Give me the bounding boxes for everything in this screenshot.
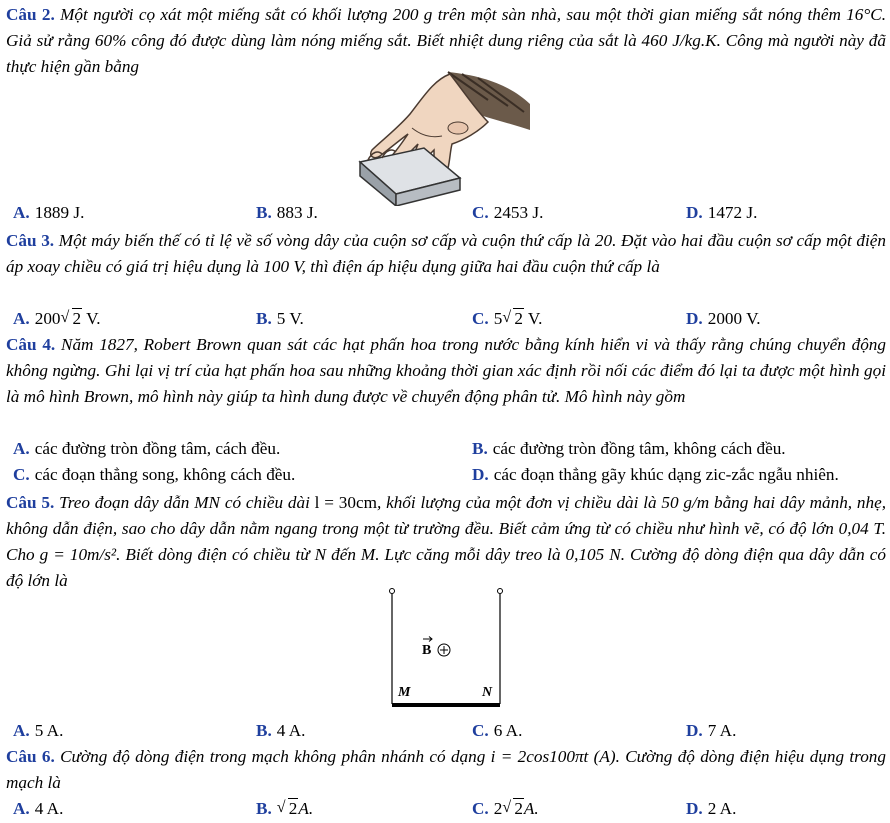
option-b[interactable]: B. 5 V. (256, 309, 304, 328)
question-5 (6, 490, 886, 594)
question-3-text: Một máy biến thế có tỉ lệ về số vòng dây của cuộn sơ cấp và cuộn thứ cấp là 20. Đặt vào hai đầu cuộn sơ cấp một điện áp xoay chiều có giá trị hiệu dụng là 100 V, thì điện áp hiệu dụng giữa hai đầu cuộn thứ cấp là (6, 231, 887, 276)
option-c[interactable]: C. 6 A. (472, 721, 523, 740)
option-d[interactable]: D. 2 A. (686, 799, 737, 818)
question-6-label: Câu 6. (6, 747, 55, 766)
question-4-text: Năm 1827, Robert Brown quan sát các hạt phấn hoa trong nước bằng kính hiển vi và thấy rằng chúng chuyển động không ngừng. Ghi lại vị trí của hạt phấn hoa sau những khoảng thời gian xác định rồi nối các điểm đó lại ta được một hình gọi là mô hình Brown, mô hình này giúp ta hình dung được về chuyển động phân tử. Mô hình này gồm (6, 335, 886, 406)
question-6 (6, 744, 886, 796)
question-4-stem (6, 332, 886, 410)
option-b[interactable]: B. 4 A. (256, 721, 306, 740)
option-d[interactable]: D. 7 A. (686, 721, 737, 740)
hand-rubbing-iron-figure (338, 66, 530, 206)
option-b[interactable]: B.√ 2A. (256, 796, 313, 822)
question-5-stem: Câu 5. Treo đoạn dây dẫn MN có chiều dài l = 30cm, khối lượng của một đơn vị chiều dài là 50 g/m bằng hai dây mảnh, nhẹ, không dẫn điện, sao cho dây dẫn nằm ngang trong một từ trường đều. Biết cảm ứng từ có chiều như hình vẽ, có độ lớn 0,04 T. Cho g = 10m/s². Biết dòng điện có chiều từ N đến M. Lực căng mỗi dây treo là 0,105 N. Cường độ dòng điện qua dây dẫn có độ lớn là (6, 493, 887, 590)
question-4-label: Câu 4. (6, 335, 56, 354)
n-label: N (482, 685, 493, 700)
option-a[interactable]: A. 5 A. (13, 721, 64, 740)
question-4-options-row-1 (0, 436, 890, 462)
question-4 (6, 332, 886, 410)
m-label: M (398, 685, 411, 700)
question-3-stem (6, 228, 886, 280)
wire-mn-magnetic-field-figure (378, 584, 518, 714)
sqrt: √ 2 (502, 306, 524, 332)
question-3-label: Câu 3. (6, 231, 55, 250)
left-pivot (390, 589, 395, 594)
option-d[interactable]: D. 2000 V. (686, 309, 761, 328)
sqrt: √ 2 (502, 796, 524, 822)
length-expression: l = 30cm (314, 493, 377, 512)
question-2-text: Một người cọ xát một miếng sắt có khối lượng 200 g trên một sàn nhà, sau một thời gian miếng sắt nóng thêm 16°C. Giả sử rằng 60% công đó được dùng làm nóng miếng sắt. Biết nhiệt dung riêng của sắt là 460 J/kg.K. Công mà người này đã thực hiện gần bằng (6, 5, 886, 76)
question-6-options (0, 796, 890, 822)
question-3-options (0, 306, 890, 332)
gravity-expression: g = 10m/s² (39, 545, 117, 564)
option-a[interactable]: A. 4 A. (13, 799, 64, 818)
sqrt: √ 2 (61, 306, 83, 332)
question-6-stem: Câu 6. Cường độ dòng điện trong mạch không phân nhánh có dạng i = 2cos100πt (A). Cường độ dòng điện hiệu dụng trong mạch là (6, 747, 886, 792)
option-b[interactable]: B. 883 J. (256, 203, 318, 222)
b-label: B (422, 643, 432, 658)
question-5-options (0, 718, 890, 744)
option-c[interactable]: C. 5√ 2 V. (472, 306, 542, 332)
option-a[interactable]: A. 200√ 2 V. (13, 306, 101, 332)
thumb (448, 122, 468, 134)
right-pivot (498, 589, 503, 594)
option-d[interactable]: D. các đoạn thẳng gãy khúc dạng zic-zắc ngẫu nhiên. (472, 465, 839, 484)
question-4-options-row-2 (0, 462, 890, 488)
option-c[interactable]: C. các đoạn thẳng song, không cách đều. (13, 465, 296, 484)
option-a[interactable]: A. 1889 J. (13, 203, 85, 222)
question-2-options (0, 200, 890, 226)
question-5-label: Câu 5. (6, 493, 55, 512)
current-expression: i = 2cos100πt (A) (490, 747, 616, 766)
question-3 (6, 228, 886, 280)
option-c[interactable]: C. 2√ 2A. (472, 796, 539, 822)
option-d[interactable]: D. 1472 J. (686, 203, 758, 222)
sqrt: √ 2 (277, 796, 299, 822)
option-a[interactable]: A. các đường tròn đồng tâm, cách đều. (13, 439, 281, 458)
option-c[interactable]: C. 2453 J. (472, 203, 544, 222)
option-b[interactable]: B. các đường tròn đồng tâm, không cách đều. (472, 439, 786, 458)
question-2-label: Câu 2. (6, 5, 55, 24)
